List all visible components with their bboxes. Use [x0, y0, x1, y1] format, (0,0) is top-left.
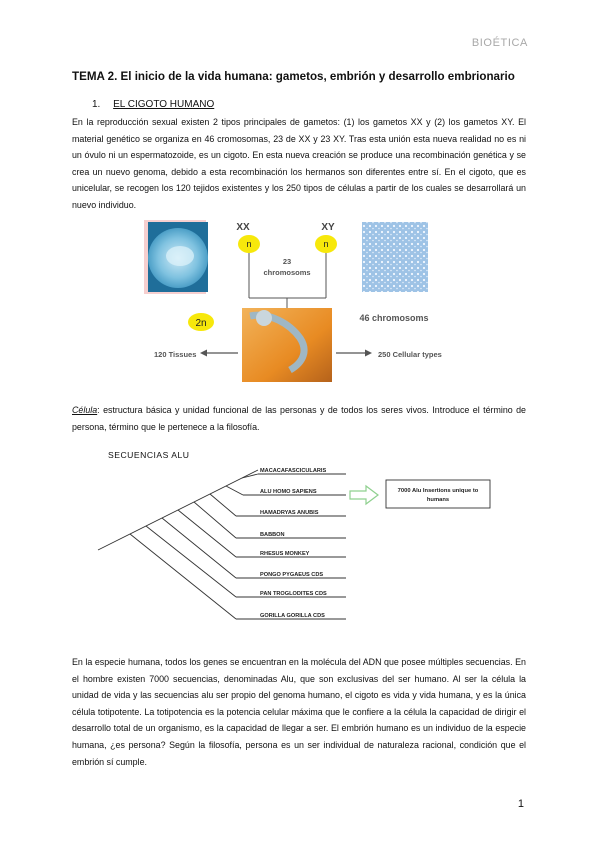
- label-xy: XY: [321, 222, 335, 233]
- species-label: PONGO PYGAEUS CDS: [260, 572, 324, 578]
- species-label: ALU HOMO SAPIENS: [260, 489, 317, 495]
- haploid-label-xy: n: [323, 239, 329, 249]
- celula-term: Célula: [72, 405, 98, 415]
- zygote-image: [242, 308, 332, 382]
- alu-tree-figure: [88, 462, 508, 638]
- species-labels: [260, 468, 327, 619]
- paragraph-celula: [72, 402, 526, 435]
- species-label: HAMADRYAS ANUBIS: [260, 510, 319, 516]
- chromosomes-23-label: chromosoms: [263, 268, 311, 277]
- chromosomes-23-number: 23: [282, 257, 292, 266]
- paragraph-alu: En la especie humana, todos los genes se encuentran en la molécula del ADN que posee múltiples secuencias. En el hombre existen 7000 secuencias, denominadas Alu, que son exclusivas del ser humano. Al ser la célula la unidad de vida y las secuencias alu ser propio del genoma humano, el cigoto es vida y vida humana, y es la única célula totipotente. La totipotencia es la potencia celular máxima que le confiere a la célula la capacidad de dirigir el desarrollo total de un organismo, es la capacidad de llegar a ser. El embrión humano es un individuo de la especie humana, ¿es persona? Según la filosofía, persona es un ser individual de naturaleza racional, condición que el embrión sí cumple.: [72, 657, 526, 767]
- haploid-label-xx: n: [246, 239, 252, 249]
- alu-box-text-line1: 7000 Alu Insertions unique to: [397, 488, 479, 494]
- species-label: BABBON: [260, 532, 285, 538]
- diploid-badge: [188, 313, 214, 331]
- zygote-figure: [140, 212, 480, 392]
- haploid-badge-xy: [315, 235, 337, 253]
- sperm-image: [362, 222, 428, 292]
- paragraph-gametos: En la reproducción sexual existen 2 tipos principales de gametos: (1) los gametos XX y (2) los gametos XY. El material genético se organiza en 46 cromosomas, 23 de XX y 23 XY. Tras esta unión esta nueva realidad no es ni un óvulo ni un espermatozoide, es un cigoto. En esta nueva creación se produce una recombinación genética y se crea un nuevo genoma, debido a esta recombinación los hermanos son diferentes entre sí. En el cigoto, que es unicelular, se recogen los 120 tejidos existentes y los 250 tipos de células a partir de los cuales se desarrollará un nuevo individuo.: [72, 117, 526, 210]
- species-label: GORILLA GORILLA CDS: [260, 613, 325, 619]
- page-number: 1: [517, 798, 524, 810]
- species-label: MACACAFASCICULARIS: [260, 468, 327, 474]
- page-title: TEMA 2. El inicio de la vida humana: gametos, embrión y desarrollo embrionario: [72, 70, 515, 83]
- arrow-cell-types: [336, 350, 372, 357]
- chromosomes-46-label: 46 chromosoms: [359, 313, 429, 323]
- cell-types-label: 250 Cellular types: [378, 350, 442, 359]
- alu-box-text-line2: humans: [426, 497, 450, 503]
- species-label: PAN TROGLODITES CDS: [260, 591, 327, 597]
- alu-section-label: SECUENCIAS ALU: [108, 450, 190, 460]
- alu-arrow: [350, 486, 378, 504]
- label-xx: XX: [236, 222, 250, 233]
- section-title: EL CIGOTO HUMANO: [113, 99, 215, 110]
- section-number: 1.: [92, 99, 101, 110]
- celula-definition: : estructura básica y unidad funcional de las personas y de todos los seres vivos. Introduce el término de persona, término que le pertenece a la filosofía.: [72, 405, 526, 432]
- diploid-label: 2n: [195, 318, 207, 329]
- haploid-badge-xx: [238, 235, 260, 253]
- arrow-tissues: [200, 350, 238, 357]
- header-subject: BIOÉTICA: [471, 37, 528, 49]
- species-label: RHESUS MONKEY: [260, 551, 310, 557]
- ovum-image: [144, 220, 208, 294]
- alu-insertions-box: [386, 480, 490, 508]
- section-heading: [92, 99, 214, 110]
- tissues-label: 120 Tissues: [154, 350, 197, 359]
